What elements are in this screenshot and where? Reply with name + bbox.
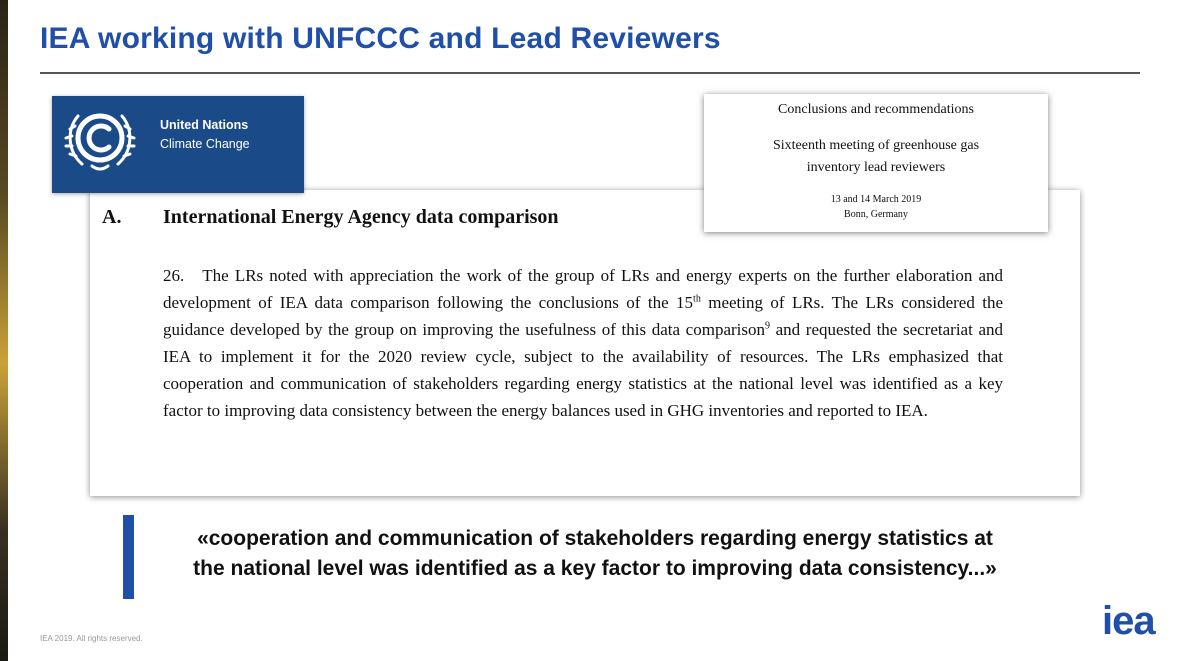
conclusions-title: Conclusions and recommendations <box>778 102 974 117</box>
section-title: International Energy Agency data comparison <box>163 206 559 228</box>
highlight-quote <box>140 524 1050 584</box>
paragraph-text-part1: The LRs noted with appreciation the work of the group of LRs and energy experts on the further elaboration and development of IEA data comparison following the conclusions of the 15 <box>163 266 1003 312</box>
superscript-th: th <box>693 293 701 305</box>
document-excerpt <box>90 190 1080 496</box>
left-edge-strip <box>0 0 8 661</box>
paragraph-text-part3: and requested the secretariat and IEA to implement it for the 2020 review cycle, subject to the availability of resources. The LRs emphasized that cooperation and communication of stakeholders regarding energy statistics at the national level was identified as a key factor to improving data consistency between the energy balances used in GHG inventories and reported to IEA. <box>163 320 1003 420</box>
slide-title: IEA working with UNFCCC and Lead Reviewers <box>40 22 721 55</box>
conclusions-subtitle-1: Sixteenth meeting of greenhouse gas <box>772 138 980 153</box>
unfccc-logo <box>52 96 304 193</box>
paragraph-text-part2: meeting of LRs. The LRs considered the guidance developed by the group on improving the usefulness of this data comparison <box>163 293 1003 339</box>
quote-line-2: the national level was identified as a key factor to improving data consistency...» <box>193 557 997 580</box>
quote-line-1: «cooperation and communication of stakeholders regarding energy statistics at <box>197 527 993 550</box>
title-divider <box>40 72 1140 74</box>
paragraph-number: 26. <box>163 266 185 285</box>
un-logo-line2: Climate Change <box>160 137 250 151</box>
meeting-date: 13 and 14 March 2019 <box>830 194 922 205</box>
paragraph-26 <box>163 262 1003 424</box>
footnote-marker: 9 <box>765 320 770 332</box>
quote-accent-bar <box>123 515 134 599</box>
footer-copyright: IEA 2019. All rights reserved. <box>40 634 143 643</box>
un-wreath-emblem-icon <box>62 100 138 178</box>
iea-logo: iea <box>1102 599 1155 643</box>
meeting-place: Bonn, Germany <box>844 209 908 220</box>
conclusions-card <box>704 94 1048 232</box>
section-letter: A. <box>102 206 122 228</box>
un-logo-line1: United Nations <box>160 118 249 132</box>
conclusions-subtitle-2: inventory lead reviewers <box>806 160 946 175</box>
